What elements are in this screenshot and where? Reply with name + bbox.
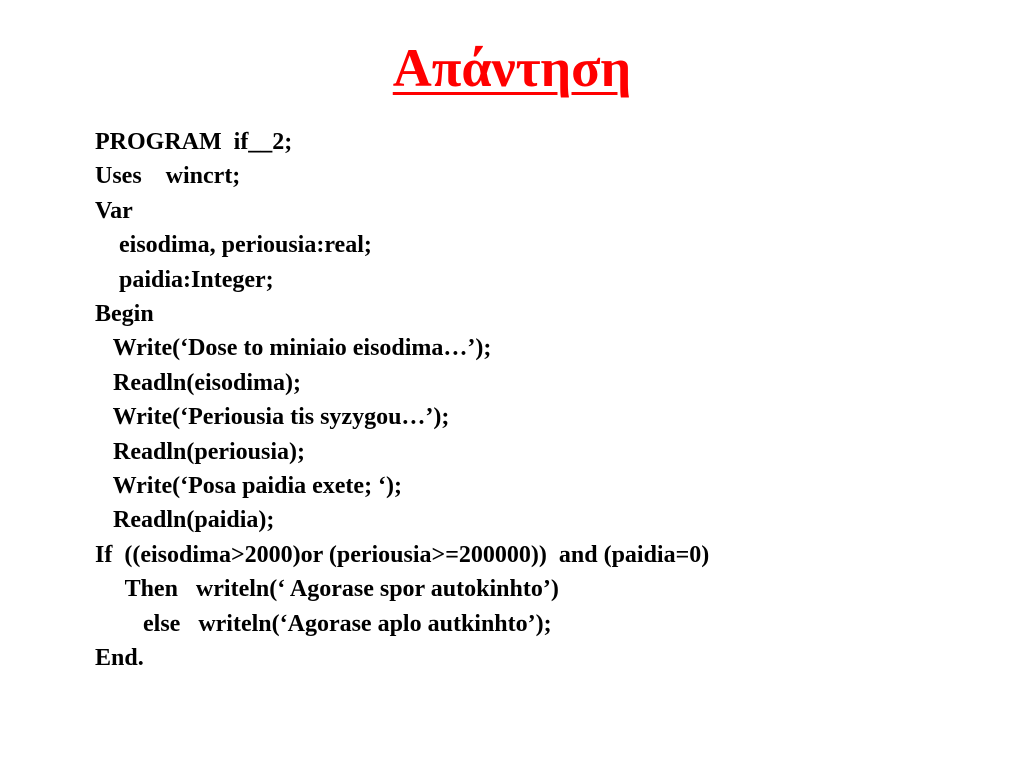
code-line: Readln(periousia); <box>95 438 305 465</box>
code-line: Write(‘Periousia tis syzygou…’); <box>95 404 450 431</box>
code-line: else writeln(‘Agorase aplo autkinhto’); <box>95 610 552 637</box>
code-line: paidia:Integer; <box>95 266 274 293</box>
code-line: Write(‘Dose to miniaio eisodima…’); <box>95 335 492 362</box>
slide-title: Απάντηση <box>392 38 632 98</box>
code-line: Write(‘Posa paidia exete; ‘); <box>95 473 403 500</box>
code-line: Begin <box>95 301 154 328</box>
code-line: Readln(eisodima); <box>95 369 301 396</box>
code-line: Var <box>95 197 133 224</box>
code-line: PROGRAM if__2; <box>95 129 293 155</box>
code-line: eisodima, periousia:real; <box>95 232 372 259</box>
code-line: If ((eisodima>2000)or (periousia>=200000)) and (paidia=0) <box>95 541 710 568</box>
code-block <box>95 125 995 676</box>
code-line: Readln(paidia); <box>95 507 275 534</box>
code-line: Then writeln(‘ Agorase spor autokinhto’) <box>95 576 559 603</box>
code-line: Uses wincrt; <box>95 163 241 190</box>
code-line: End. <box>95 645 144 672</box>
